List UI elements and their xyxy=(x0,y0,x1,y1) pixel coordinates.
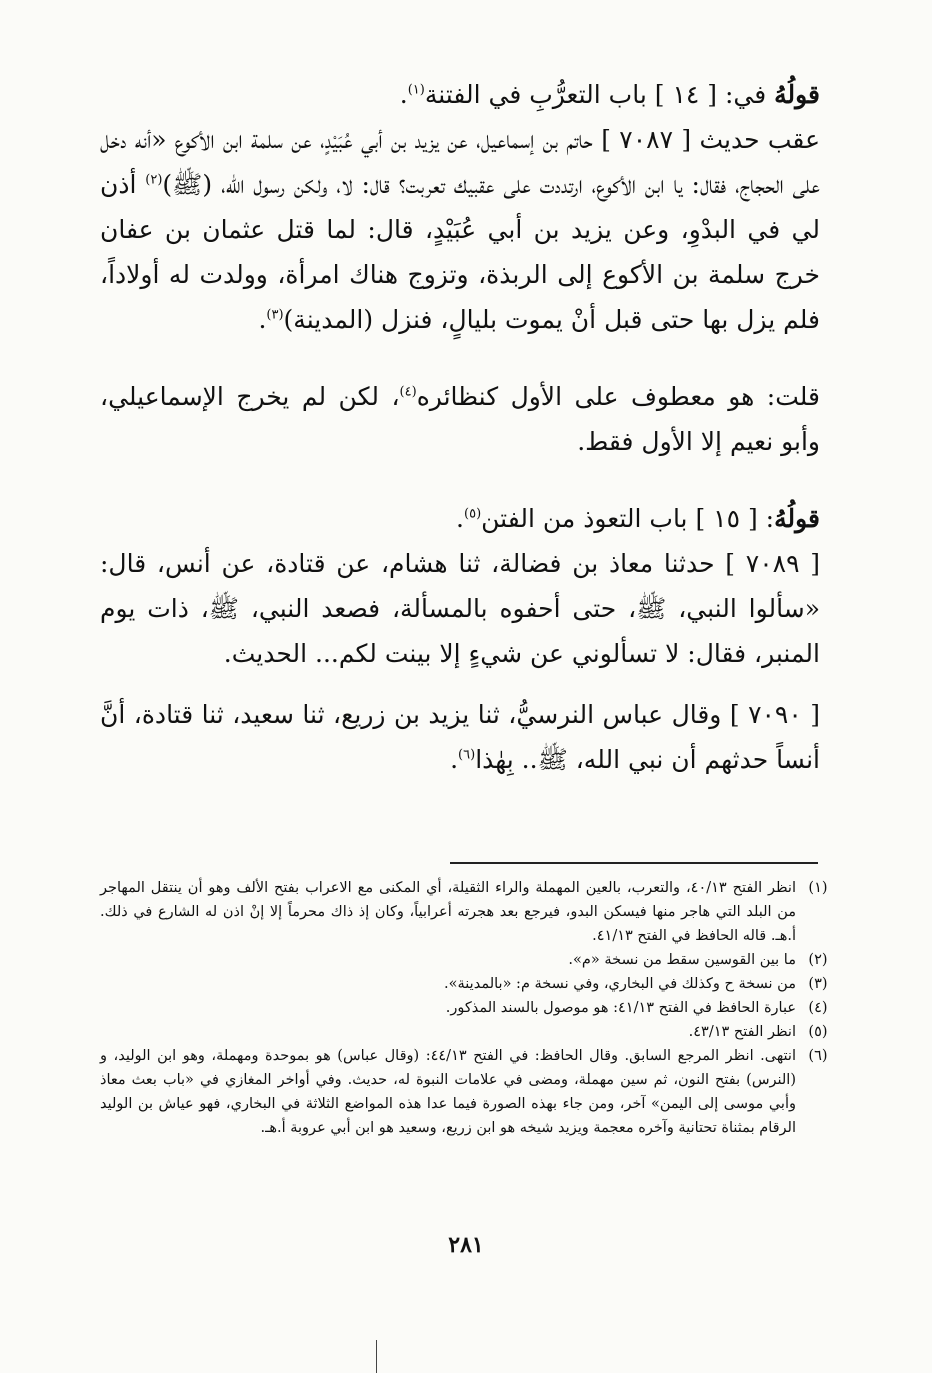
paragraph-hadith-7087: عقب حديث [ ٧٠٨٧ ] حاتم بن إسماعيل، عن يزيد بن أبي عُبَيْدٍ، عن سلمة ابن الأكوع «أنه دخل على الحجاج، فقال: يا ابن الأكوع، ارتددت على عقبيك تعربت؟ قال: لا، ولكن رسول الله، (ﷺ)$^{(٢)}$ أذن لي في البدْوِ، وعن يزيد بن أبي عُبَيْدٍ، قال: لما قتل عثمان بن عفان خرج سلمة بن الأكوع إلى الربذة، وتزوج هناك امرأة، وولدت له أولاداً، فلم يزل بها حتى قبل أنْ يموت بليالٍ، فنزل (المدينة)$^{(٣)}$. xyxy=(100,125,820,334)
main-text xyxy=(100,72,820,782)
footnote-4: (٤) عبارة الحافظ في الفتح ٤١/١٣: هو موصول بالسند المذكور. xyxy=(445,1000,828,1016)
qawl-label: قولُهُ xyxy=(774,80,820,109)
footnote-ref: (٦) xyxy=(458,747,476,763)
footnote-3: (٣) من نسخة ح وكذلك في البخاري، وفي نسخة م: «بالمدينة». xyxy=(444,976,828,992)
page-number: ٢٨١ xyxy=(448,1232,484,1258)
qawl-label: قولُهُ xyxy=(774,504,820,533)
footnote-ref: (٢) xyxy=(145,172,163,188)
footnote-1: (١) انظر الفتح ٤٠/١٣، والتعرب، بالعين المهملة والراء الثقيلة، أي المكنى مع الاعراب بفتح الألف وهو أن ينتقل المهاجر من البلد التي هاجر منها فيسكن البدو، فيرجع بعد هجرته أعرابياً، وكان إذ ذاك محرماً إلا إنْ اذن له الشارع في ذلك. أ.هـ. قاله الحافظ في الفتح ٤١/١٣. xyxy=(100,880,828,944)
paragraph-hadith-7090: [ ٧٠٩٠ ] وقال عباس النرسيُّ، ثنا يزيد بن زريع، ثنا سعيد، ثنا قتادة، أنَّ أنساً حدثهم أن نبي الله، ﷺ.. بِهٰذا$^{(٦)}$. xyxy=(100,700,820,774)
footnote-ref: (٥) xyxy=(464,506,482,522)
chapter-14-heading: قولُهُ في: [ ١٤ ] باب التعرُّبِ في الفتنة$^{(١)}$. xyxy=(399,80,820,109)
footnote-2: (٢) ما بين القوسين سقط من نسخة «م». xyxy=(568,952,828,968)
footnotes xyxy=(100,876,840,1140)
chapter-title: : [ ١٥ ] باب التعوذ من الفتن xyxy=(481,504,775,533)
footnote-6: (٦) انتهى. انظر المرجع السابق. وقال الحافظ: في الفتح ٤٤/١٣: (وقال عباس) هو بموحدة ومهملة، وهو ابن الوليد، و (النرس) بفتح النون، ثم سين مهملة، ومضى في علامات النبوة له، حديث. وفي أواخر المغازي في «باب بعث معاذ وأبي موسى إلى اليمن» آخر، ومن جاء بهذه الصورة فيما عدا هذه المواضع الثلاثة في البخاري، فهو عياش بن الوليد الرقام بمثناة تحتانية وآخره معجمة ويزيد شيخه هو ابن زريع، وسعيد هو ابن أبي عروبة أ.هـ. xyxy=(100,1048,828,1136)
paragraph-hadith-7089: [ ٧٠٨٩ ] حدثنا معاذ بن فضالة، ثنا هشام، عن قتادة، عن أنس، قال: «سألوا النبي، ﷺ، حتى أحفوه بالمسألة، فصعد النبي، ﷺ، ذات يوم المنبر، فقال: لا تسألوني عن شيءٍ إلا بينت لكم... الحديث. xyxy=(100,549,820,668)
footnote-divider xyxy=(450,862,818,864)
footnote-ref: (٤) xyxy=(399,384,417,400)
paragraph-comment: قلت: هو معطوف على الأول كنظائره$^{(٤)}$، لكن لم يخرج الإسماعيلي، وأبو نعيم إلا الأول فقط. xyxy=(100,382,820,456)
chapter-title: في: [ ١٤ ] باب التعرُّبِ في الفتنة xyxy=(424,80,767,109)
footnote-ref: (١) xyxy=(407,82,425,98)
chapter-15-heading: قولُهُ: [ ١٥ ] باب التعوذ من الفتن$^{(٥)}$. xyxy=(456,504,820,533)
binding-line xyxy=(376,1340,377,1373)
footnote-5: (٥) انظر الفتح ٤٣/١٣. xyxy=(688,1024,828,1040)
footnote-ref: (٣) xyxy=(266,307,284,323)
